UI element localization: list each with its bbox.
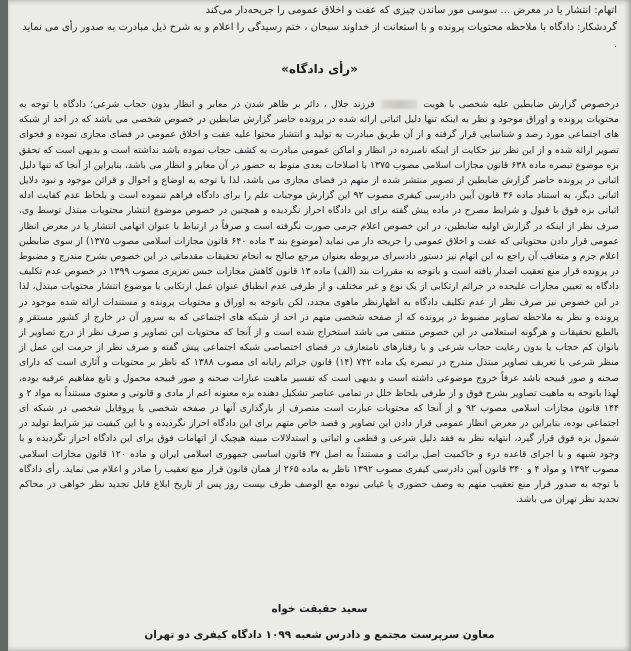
ruling-document (8, 0, 631, 651)
ruling-body (19, 97, 619, 507)
ruling-paragraph (19, 97, 619, 507)
judge-name: سعید حقیقت خواه (271, 603, 368, 615)
signature-block (8, 596, 631, 648)
charge-line: اتهام: انتشار یا در معرض ... سوسی مور ساندن چیزی که عفت و اخلاق عمومی را جریحه‌دار می‌کند (205, 5, 617, 16)
procedure-line: گردشکار: دادگاه با ملاحظه محتویات پرونده و با استعانت از خداوند سبحان ، ختم رسیدگی را اعلام و به شرح ذیل مبادرت به صدور رأی می نماید . (22, 22, 617, 50)
paragraph-intro: درخصوص گزارش ضابطین علیه شخصی با هویت (423, 99, 619, 110)
paragraph-text: فرزند جلال ، دائر بر ظاهر شدن در معابر و انظار بدون حجاب شرعی؛ دادگاه با توجه به محتویات پرونده و اوراق موجود و نظر به اینکه تنها دلیل اثباتی ارائه شده در پرونده حاضر گزارش ضابطین در خصوص شخصی می باشد که در احد از شبکه های اجتماعی مورد رصد و شناسایی قرار گرفته و از آن طریق مبادرت به تولید و انتشار محتوا علیه عفت و اخلاق عمومی در فضای مجازی نموده و فحوای تصویر ارائه شده و از این نظر نیز حکایت از اینکه نامبرده در انظار و اماکن عمومی مبادرت به کشف حجاب نموده باشد نداشته است و بدیهی است که تحقق بزه موضوع تبصره ماده ۶۳۸ قانون مجازات اسلامی مصوب ۱۳۷۵ با اصلاحات بعدی منوط به حضور در آن معابر و انظار می باشد، بنابراین از آنجا که تنها دلیل اثباتی در پرونده حاضر گزارش ضابطین از تصویر منتشر شده از متهم در فضای مجازی می باشد، لذا با توجه به اوضاع و احوال و قرائن موجود و نبود دلایل اثباتی دیگر، به استناد ماده ۳۶ قانون آیین دادرسی کیفری مصوب ۹۲ این گزارش موجبات علم را برای دادگاه فراهم ننموده است و بلحاظ عدم کفایت ادله اثباتی بزه فوق با قبول و شرایط مصرح در ماده پیش گفته برای این دادگاه احراز نگردیده و همچنین در خصوص موضوع انتشار محتویات مبتذل توسط وی، صرف نظر از اینکه در گزارش اولیه ضابطین، در این خصوص اعلام جرمی صورت نگرفته است و صرفاً در ارتباط با عنوان اتهامی انتشار یا در معرض انظار عمومی قرار دادن محتویاتی که عفت و اخلاق عمومی را جریحه دار می نماید (موضوع بند ۳ ماده ۶۴۰ قانون مجازات اسلامی مصوب ۱۳۷۵) از سوی ضابطین اعلام جرم و متعاقب آن راجع به این اتهام نیز دستور دادسرای مربوطه بعنوان مرجع صالح به انجام تحقیقات مقدماتی در این خصوص بشرح مندرج و مضبوط در پرونده قرار منع تعقیب اصدار یافته است و باتوجه به مقررات بند (الف) ماده ۱۳ قانون کاهش مجازات حبس تعزیری مصوب ۱۳۹۹ در خصوص عدم تکلیف دادگاه به تعیین مجازات علیحده در جرائم ارتکابی از یک نوع و غیر مختلف و از طرفی عدم انطباق عنوان عمل ارتکابی با موضوع انتشار محتویات مبتذل، لذا در این خصوص نیز صرف نظر از عدم تکلیف دادگاه به اظهارنظر ماهوی مجدد، لکن باتوجه به اوراق و محتویات پرونده و مستندات ارائه شده موجود در پرونده و نظر به ملاحظه تصاویر مضبوط در پرونده که از صفحه شخصی متهم در احد از شبکه های اجتماعی که به سرور آن در خارج از کشور مستقر و بالطبع تحقیقات و هرگونه استعلامی در این خصوص منتفی می باشد استخراج شده است و از آنجا که محتویات این تصاویر و صرف نظر از درج تصاویر از بانوان کم حجاب یا بدون رعایت حجاب شرعی و یا رفتارهای نامتعارف در فضای اختصاصی شبکه اجتماعی پیش گفته و صرف نظر از حرمت این عمل از منظر شرعی با تعریف تصاویر مبتذل مندرج در تبصره یک ماده ۷۴۲ (۱۴) قانون جرائم رایانه ای مصوب ۱۳۸۸ که ناظر بر محتویات و آثاری است که دارای صحنه و صور قبیحه باشد عرفاً خروج موضوعی داشته است و بدیهی است که تفسیر ماهیت عبارات صحنه و صور قبیحه محمول و تابع مفاهیم عرفیه بوده، لهذا باتوجه به ماهیت تصاویر بشرح فوق و از طرفی بلحاظ خلل در تمامی عناصر تشکیل دهنده بزه معنونه اعم از مادی و قانونی و معنوی مستنداً به مواد ۲ و ۱۴۴ قانون مجازات اسلامی مصوب ۹۲ و از آنجا که محتویات عبارت است متصرف از بارگذاری آنها در صفحه شخصی یا پروفایل شخصی در شبکه ای اجتماعی بوده، بنابراین در معرض انظار عمومی قرار دادن این تصاویر و قصد خاص متهم برای این دادگاه احراز نگردیده و با این کیفیت نیز شرایط تولید در شمول بزه فوق قرار گیرد، انتهایه نظر به فقد دلیل شرعی و قطعی و اثباتی و استدلالات مبینه هیچیک از اتهامات فوق برای این دادگاه احراز نگردیده و با وجود شبهه و با اجرای قاعده درء و حاکمیت اصل برائت و مستنداً به اصل ۳۷ قانون اساسی جمهوری اسلامی ایران و ماده ۱۲۰ قانون مجازات اسلامی مصوب ۱۳۹۲ و مواد ۴ و ۳۴۰ قانون آیین دادرسی کیفری مصوب ۱۳۹۲ ناظر به ماده ۲۶۵ از همان قانون قرار منع تعقیب را صادر و اعلام می نماید. رأی دادگاه با توجه به صدور قرار منع تعقیب متهم به وصف حضوری یا غیابی نبوده مع الوصف ظرف بیست روز پس از تاریخ ابلاغ قابل تجدید نظر خواهی در محاکم تجدید نظر تهران می باشد. (19, 99, 620, 506)
judge-title: معاون سرپرست مجتمع و دادرس شعبه ۱۰۹۹ دادگاه کیفری دو تهران (144, 629, 495, 641)
ruling-title: «رأی دادگاه» (281, 62, 358, 76)
redacted-name (381, 100, 417, 109)
document-header (17, 2, 617, 53)
